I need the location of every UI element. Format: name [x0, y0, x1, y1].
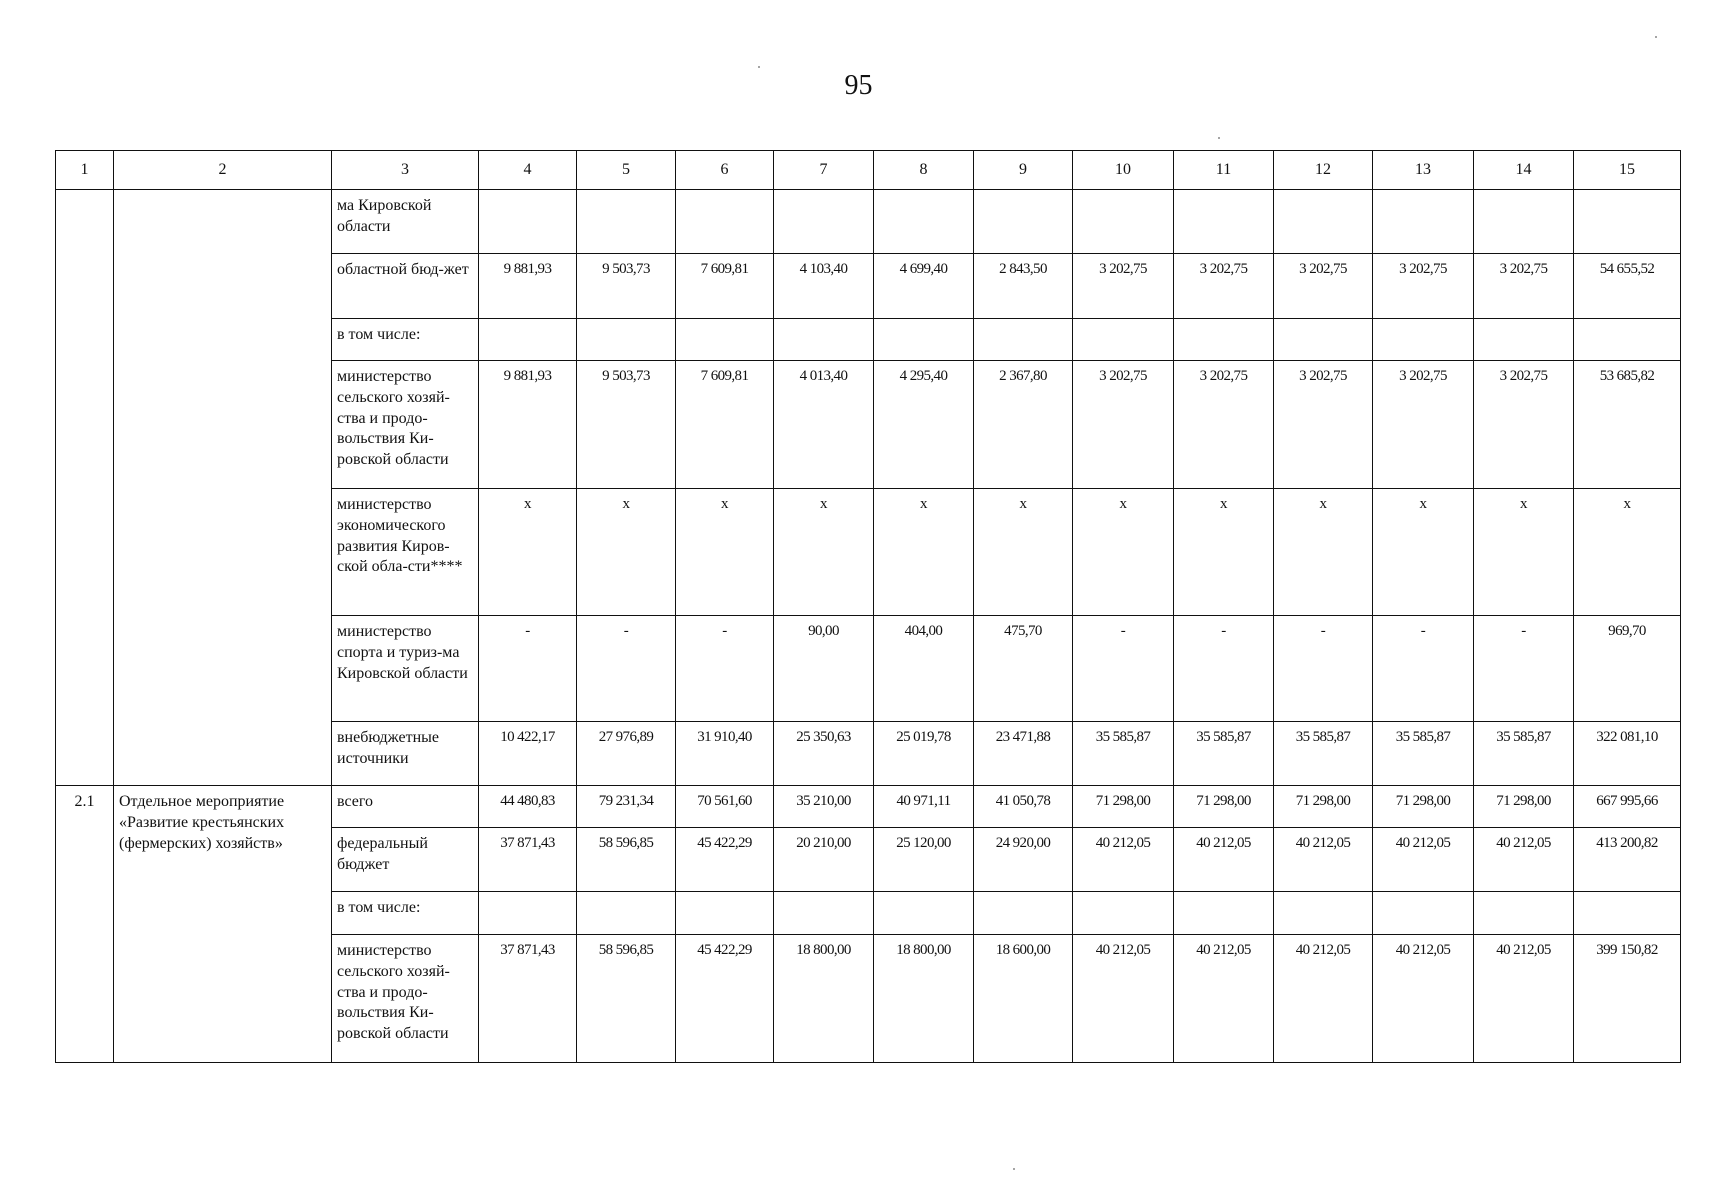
value-cell: [1274, 892, 1373, 935]
value-cell: [676, 190, 774, 254]
value-cell: 35 585,87: [1274, 722, 1373, 786]
value-cell: 40 212,05: [1373, 935, 1474, 1063]
value-cell: 3 202,75: [1073, 254, 1174, 319]
value-cell: 53 685,82: [1574, 361, 1681, 489]
column-header: 14: [1474, 151, 1574, 190]
value-cell: [1174, 892, 1274, 935]
value-cell: 40 212,05: [1174, 828, 1274, 892]
value-cell: 3 202,75: [1174, 254, 1274, 319]
value-cell: 404,00: [874, 616, 974, 722]
scan-speck: [1655, 36, 1657, 38]
value-cell: 40 212,05: [1274, 828, 1373, 892]
funding-source-cell: ма Кировской области: [332, 190, 479, 254]
value-cell: [1373, 892, 1474, 935]
value-cell: 3 202,75: [1474, 254, 1574, 319]
column-header: 10: [1073, 151, 1174, 190]
value-cell: x: [676, 489, 774, 616]
funding-source-cell: внебюджетные источники: [332, 722, 479, 786]
value-cell: x: [1174, 489, 1274, 616]
value-cell: [577, 892, 676, 935]
value-cell: 475,70: [974, 616, 1073, 722]
value-cell: [974, 319, 1073, 361]
value-cell: [479, 190, 577, 254]
item-number-cell: [56, 190, 114, 786]
value-cell: 35 585,87: [1373, 722, 1474, 786]
value-cell: 58 596,85: [577, 828, 676, 892]
value-cell: 58 596,85: [577, 935, 676, 1063]
value-cell: -: [479, 616, 577, 722]
value-cell: 40 212,05: [1073, 935, 1174, 1063]
value-cell: 35 585,87: [1174, 722, 1274, 786]
value-cell: 71 298,00: [1373, 786, 1474, 828]
value-cell: 71 298,00: [1274, 786, 1373, 828]
funding-source-cell: министерство сельского хозяй-ства и продо-вольствия Ки-ровской области: [332, 361, 479, 489]
column-header: 15: [1574, 151, 1681, 190]
table-body: [56, 190, 1681, 1063]
value-cell: [1574, 190, 1681, 254]
value-cell: 79 231,34: [577, 786, 676, 828]
value-cell: 23 471,88: [974, 722, 1073, 786]
value-cell: 9 881,93: [479, 254, 577, 319]
value-cell: -: [1373, 616, 1474, 722]
scan-speck: [1013, 1168, 1015, 1170]
value-cell: -: [1174, 616, 1274, 722]
value-cell: [479, 319, 577, 361]
value-cell: x: [874, 489, 974, 616]
value-cell: 71 298,00: [1174, 786, 1274, 828]
value-cell: 25 019,78: [874, 722, 974, 786]
value-cell: -: [1474, 616, 1574, 722]
value-cell: 45 422,29: [676, 828, 774, 892]
value-cell: 413 200,82: [1574, 828, 1681, 892]
item-number-cell: 2.1: [56, 786, 114, 1063]
funding-source-cell: всего: [332, 786, 479, 828]
scan-speck: [1218, 137, 1220, 139]
value-cell: 18 800,00: [774, 935, 874, 1063]
funding-source-cell: министерство экономического развития Киров-ской обла-сти****: [332, 489, 479, 616]
value-cell: 35 210,00: [774, 786, 874, 828]
value-cell: 2 843,50: [974, 254, 1073, 319]
column-header: 11: [1174, 151, 1274, 190]
value-cell: 10 422,17: [479, 722, 577, 786]
value-cell: 37 871,43: [479, 828, 577, 892]
value-cell: 27 976,89: [577, 722, 676, 786]
value-cell: [577, 190, 676, 254]
value-cell: 24 920,00: [974, 828, 1073, 892]
value-cell: 969,70: [1574, 616, 1681, 722]
value-cell: 71 298,00: [1474, 786, 1574, 828]
column-header: 8: [874, 151, 974, 190]
funding-source-cell: федеральный бюджет: [332, 828, 479, 892]
value-cell: 399 150,82: [1574, 935, 1681, 1063]
value-cell: 45 422,29: [676, 935, 774, 1063]
value-cell: [974, 892, 1073, 935]
value-cell: 7 609,81: [676, 254, 774, 319]
column-header: 2: [114, 151, 332, 190]
value-cell: 322 081,10: [1574, 722, 1681, 786]
column-header: 6: [676, 151, 774, 190]
table-row: [56, 786, 1681, 828]
value-cell: [676, 892, 774, 935]
budget-table: [55, 150, 1681, 1063]
value-cell: [874, 319, 974, 361]
value-cell: x: [577, 489, 676, 616]
value-cell: [676, 319, 774, 361]
value-cell: 40 212,05: [1474, 828, 1574, 892]
value-cell: [479, 892, 577, 935]
value-cell: 37 871,43: [479, 935, 577, 1063]
value-cell: x: [1373, 489, 1474, 616]
value-cell: 3 202,75: [1073, 361, 1174, 489]
value-cell: [774, 319, 874, 361]
value-cell: 9 881,93: [479, 361, 577, 489]
scan-speck: [758, 66, 760, 68]
value-cell: 3 202,75: [1174, 361, 1274, 489]
value-cell: [1174, 319, 1274, 361]
value-cell: [1274, 190, 1373, 254]
value-cell: [1274, 319, 1373, 361]
value-cell: x: [1274, 489, 1373, 616]
funding-source-cell: областной бюд-жет: [332, 254, 479, 319]
value-cell: 70 561,60: [676, 786, 774, 828]
value-cell: 9 503,73: [577, 361, 676, 489]
value-cell: 667 995,66: [1574, 786, 1681, 828]
value-cell: 44 480,83: [479, 786, 577, 828]
value-cell: 25 120,00: [874, 828, 974, 892]
value-cell: 40 212,05: [1174, 935, 1274, 1063]
value-cell: [1073, 892, 1174, 935]
value-cell: 31 910,40: [676, 722, 774, 786]
value-cell: 40 212,05: [1274, 935, 1373, 1063]
page-number: 95: [844, 70, 873, 101]
column-header: 9: [974, 151, 1073, 190]
funding-source-cell: в том числе:: [332, 319, 479, 361]
value-cell: -: [676, 616, 774, 722]
value-cell: [1373, 190, 1474, 254]
value-cell: 18 800,00: [874, 935, 974, 1063]
value-cell: [1073, 190, 1174, 254]
value-cell: [874, 190, 974, 254]
value-cell: 18 600,00: [974, 935, 1073, 1063]
value-cell: [1474, 892, 1574, 935]
value-cell: x: [974, 489, 1073, 616]
value-cell: 41 050,78: [974, 786, 1073, 828]
value-cell: [577, 319, 676, 361]
value-cell: [1474, 319, 1574, 361]
funding-source-cell: министерство сельского хозяй-ства и продо-вольствия Ки-ровской области: [332, 935, 479, 1063]
value-cell: 3 202,75: [1474, 361, 1574, 489]
value-cell: [1174, 190, 1274, 254]
column-header: 7: [774, 151, 874, 190]
value-cell: 90,00: [774, 616, 874, 722]
value-cell: x: [1574, 489, 1681, 616]
value-cell: -: [577, 616, 676, 722]
value-cell: 3 202,75: [1274, 254, 1373, 319]
column-header: 13: [1373, 151, 1474, 190]
value-cell: [774, 892, 874, 935]
value-cell: 25 350,63: [774, 722, 874, 786]
value-cell: 4 103,40: [774, 254, 874, 319]
value-cell: 54 655,52: [1574, 254, 1681, 319]
column-header: 4: [479, 151, 577, 190]
table-row: [56, 190, 1681, 254]
value-cell: 2 367,80: [974, 361, 1073, 489]
value-cell: 3 202,75: [1373, 361, 1474, 489]
value-cell: 35 585,87: [1474, 722, 1574, 786]
value-cell: [1574, 319, 1681, 361]
value-cell: [1474, 190, 1574, 254]
value-cell: [974, 190, 1073, 254]
value-cell: [1073, 319, 1174, 361]
column-header: 3: [332, 151, 479, 190]
value-cell: x: [774, 489, 874, 616]
value-cell: 40 212,05: [1373, 828, 1474, 892]
value-cell: 40 212,05: [1474, 935, 1574, 1063]
value-cell: 20 210,00: [774, 828, 874, 892]
value-cell: 7 609,81: [676, 361, 774, 489]
funding-source-cell: министерство спорта и туриз-ма Кировской области: [332, 616, 479, 722]
value-cell: 4 013,40: [774, 361, 874, 489]
value-cell: 40 212,05: [1073, 828, 1174, 892]
value-cell: [774, 190, 874, 254]
value-cell: [1574, 892, 1681, 935]
value-cell: 40 971,11: [874, 786, 974, 828]
value-cell: -: [1274, 616, 1373, 722]
value-cell: 4 699,40: [874, 254, 974, 319]
item-name-cell: Отдельное мероприятие «Развитие крестьянских (фермерских) хозяйств»: [114, 786, 332, 1063]
value-cell: [874, 892, 974, 935]
column-header: 5: [577, 151, 676, 190]
value-cell: 3 202,75: [1373, 254, 1474, 319]
value-cell: x: [1474, 489, 1574, 616]
value-cell: [1373, 319, 1474, 361]
item-name-cell: [114, 190, 332, 786]
value-cell: 4 295,40: [874, 361, 974, 489]
column-header: 1: [56, 151, 114, 190]
value-cell: -: [1073, 616, 1174, 722]
value-cell: 71 298,00: [1073, 786, 1174, 828]
value-cell: x: [479, 489, 577, 616]
value-cell: 3 202,75: [1274, 361, 1373, 489]
funding-source-cell: в том числе:: [332, 892, 479, 935]
value-cell: x: [1073, 489, 1174, 616]
header-row: [56, 151, 1681, 190]
column-header: 12: [1274, 151, 1373, 190]
value-cell: 35 585,87: [1073, 722, 1174, 786]
value-cell: 9 503,73: [577, 254, 676, 319]
